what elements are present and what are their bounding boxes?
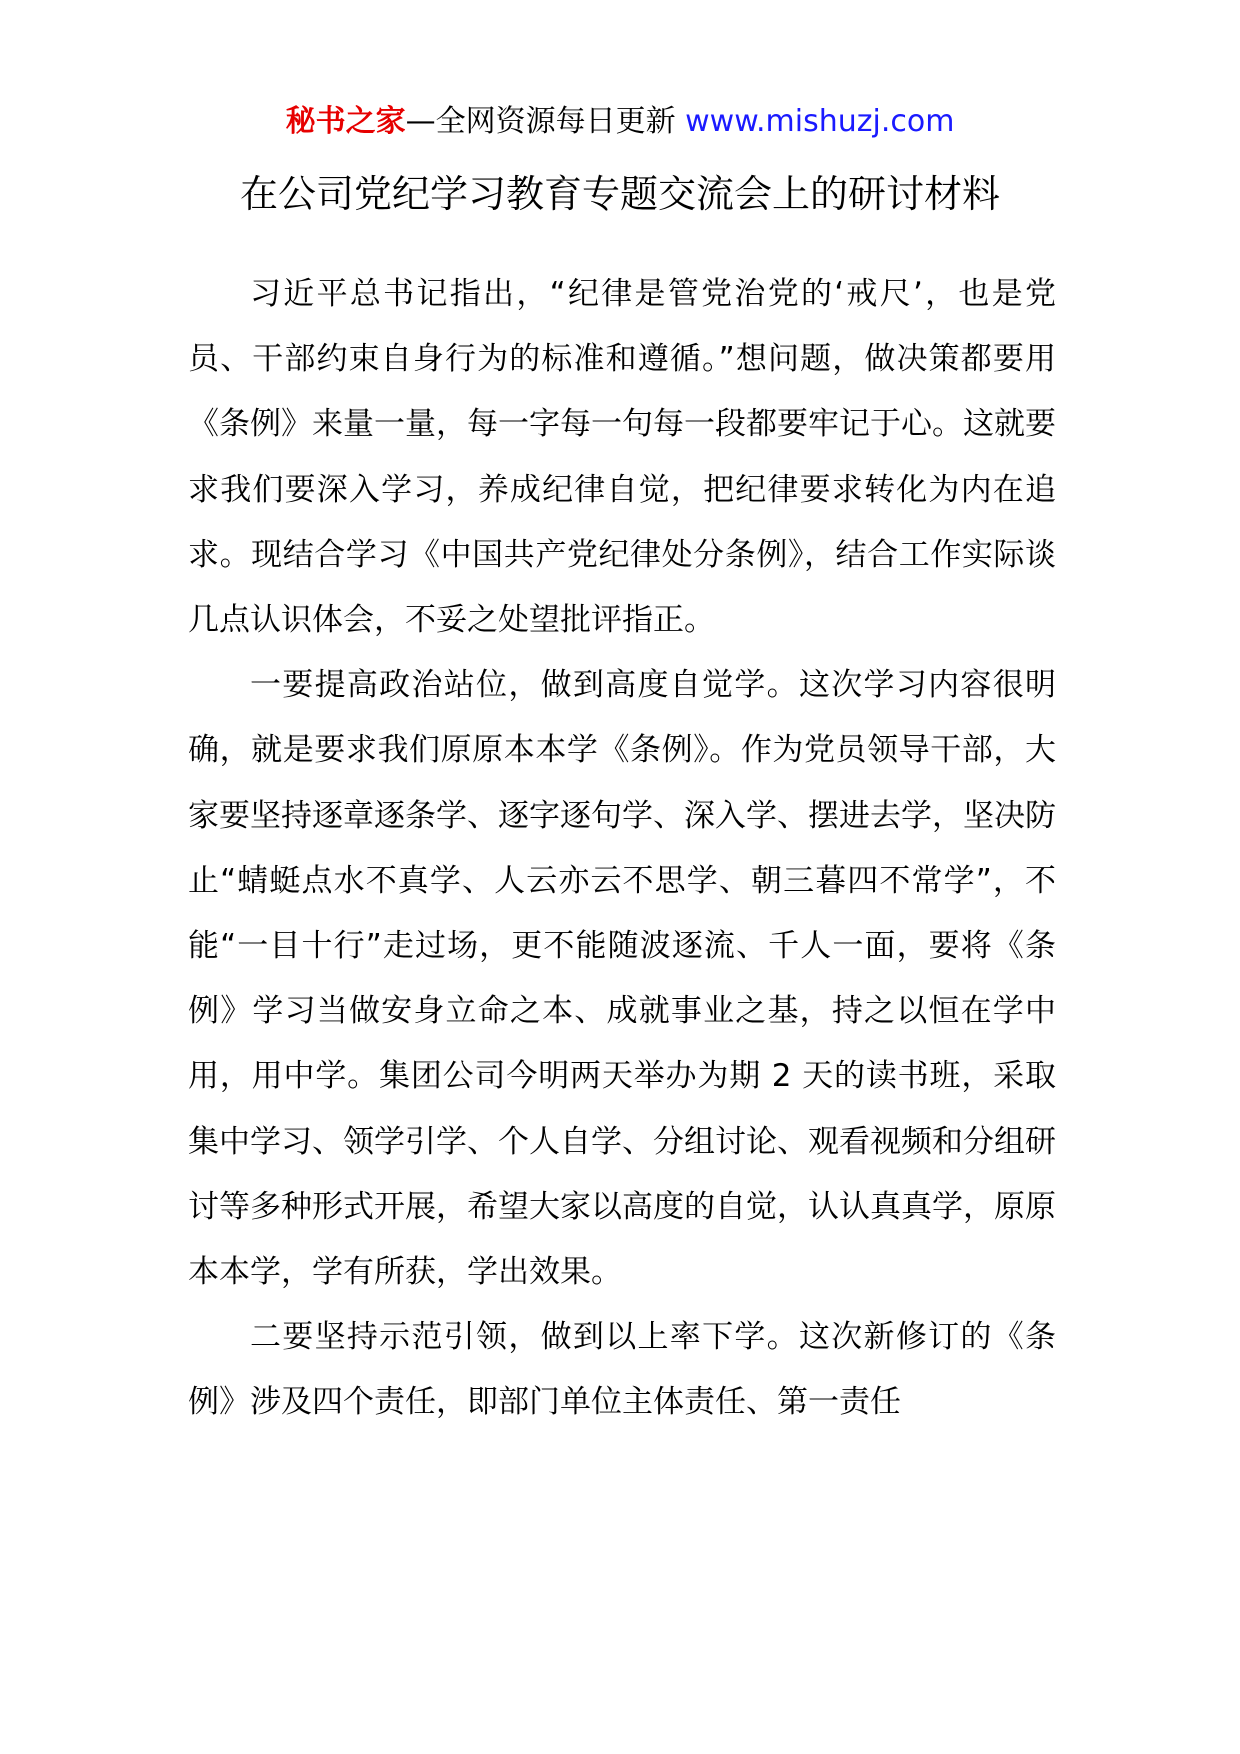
site-header <box>0 100 1240 144</box>
header-tagline: —全网资源每日更新 <box>405 104 686 139</box>
paragraph-intro: 习近平总书记指出，“纪律是管党治党的‘戒尺’，也是党员、干部约束自身行为的标准和遵循。”想问题，做决策都要用《条例》来量一量，每一字每一句每一段都要牢记于心。这就要求我们要深入学习，养成纪律自觉，把纪律要求转化为内在追求。现结合学习《中国共产党纪律处分条例》，结合工作实际谈几点认识体会，不妥之处望批评指正。 <box>188 276 1056 639</box>
brand-name: 秘书之家 <box>285 104 406 139</box>
website-url: www.mishuzj.com <box>685 104 955 139</box>
paragraph-point-two: 二要坚持示范引领，做到以上率下学。这次新修订的《条例》涉及四个责任，即部门单位主体责任、第一责任 <box>188 1319 1056 1421</box>
paragraph-point-one: 一要提高政治站位，做到高度自觉学。这次学习内容很明确，就是要求我们原原本本学《条例》。作为党员领导干部，大家要坚持逐章逐条学、逐字逐句学、深入学、摆进去学，坚决防止“蜻蜓点水不真学、人云亦云不思学、朝三暮四不常学”，不能“一目十行”走过场，更不能随波逐流、千人一面，要将《条例》学习当做安身立命之本、成就事业之基，持之以恒在学中用，用中学。集团公司今明两天举办为期 2 天的读书班，采取集中学习、领学引学、个人自学、分组讨论、观看视频和分组研讨等多种形式开展，希望大家以高度的自觉，认认真真学，原原本本学，学有所获，学出效果。 <box>188 667 1056 1291</box>
document-body <box>188 262 1056 1436</box>
document-title: 在公司党纪学习教育专题交流会上的研讨材料 <box>239 172 1000 216</box>
